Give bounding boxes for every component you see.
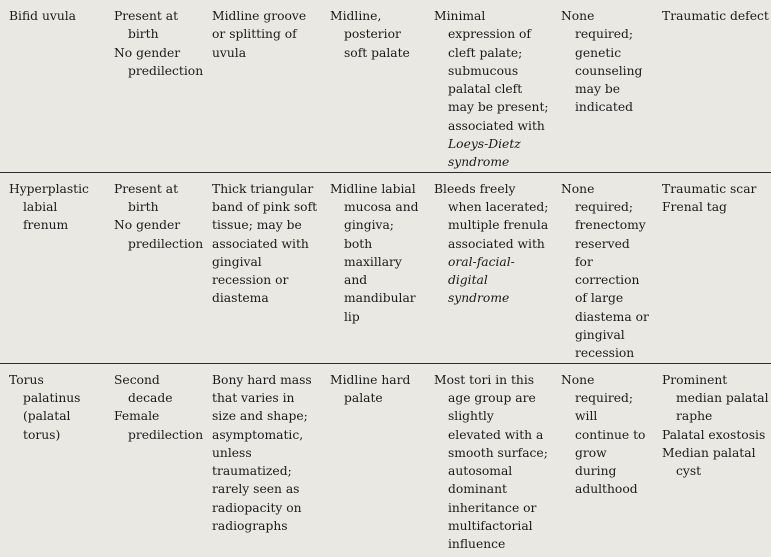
differential-cell: Prominent median palatal raphe Palatal exostosis Median palatal cyst xyxy=(653,363,771,557)
features-cell: Midline groove or splitting of uvula xyxy=(212,9,307,60)
differential-cell: Traumatic scar Frenal tag xyxy=(653,172,771,363)
location-cell: Midline, posterior soft palate xyxy=(330,9,410,60)
disorder-cell: Hyperplastic labial frenum xyxy=(0,172,105,363)
treatment-cell: None required; will continue to grow during adulthood xyxy=(552,363,653,557)
age-gender-cell: Second decade Female predilection xyxy=(105,363,203,557)
treatment-cell: None required; genetic counseling may be indicated xyxy=(561,9,643,115)
table-row xyxy=(0,363,771,557)
disorder-cell: Bifid uvula xyxy=(9,9,77,23)
distinguishing-cell: Minimal expression of cleft palate; submucous palatal cleft may be present; associated with Loeys-Dietz syndrome xyxy=(434,9,549,170)
table-row xyxy=(0,172,771,363)
distinguishing-cell: Most tori in this age group are slightly elevated with a smooth surface; autosomal dominant inheritance or multifactorial influence xyxy=(425,363,552,557)
distinguishing-cell: Bleeds freely when lacerated; multiple frenula associated with oral-facial-digital syndrome xyxy=(425,172,552,363)
differential-cell: Traumatic defect xyxy=(662,9,769,23)
features-cell: Thick triangular band of pink soft tissue; may be associated with gingival recession or diastema xyxy=(203,172,321,363)
table-row xyxy=(0,0,771,172)
features-cell: Bony hard mass that varies in size and shape; asymptomatic, unless traumatized; rarely seen as radiopacity on radiographs xyxy=(203,363,321,557)
age-gender-cell: Present at birth No gender predilection xyxy=(105,172,203,363)
age-gender-cell: Present at birth No gender predilection xyxy=(114,9,204,78)
location-cell: Midline labial mucosa and gingiva; both maxillary and mandibular lip xyxy=(321,172,425,363)
disorder-cell: Torus palatinus (palatal torus) xyxy=(0,363,105,557)
treatment-cell: None required; frenectomy reserved for correction of large diastema or gingival recession xyxy=(552,172,653,363)
location-cell: Midline hard palate xyxy=(321,363,425,557)
